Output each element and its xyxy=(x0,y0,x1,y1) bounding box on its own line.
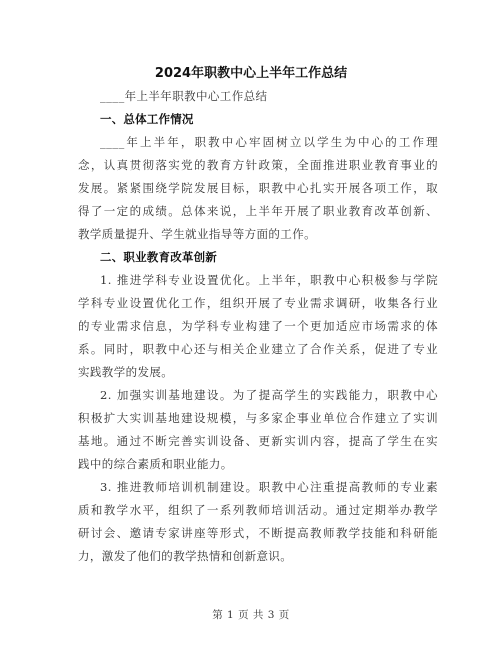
paragraph-line: 系。同时，职教中心还与相关企业建立了合作关系，促进了专业 xyxy=(78,342,438,356)
paragraph-line: 积极扩大实训基地建设规模，与多家企事业单位合作建立了实训 xyxy=(78,411,438,425)
paragraph-line: 的专业需求信息，为学科专业构建了一个更加适应市场需求的体 xyxy=(78,319,438,333)
document-title: 2024年职教中心上半年工作总结 xyxy=(154,66,348,81)
paragraph-line: 学科专业设置优化工作，组织开展了专业需求调研，收集各行业 xyxy=(78,296,438,310)
document-subtitle: ____年上半年职教中心工作总结 xyxy=(100,89,268,103)
paragraph-line: 3. 推进教师培训机制建设。职教中心注重提高教师的专业素 xyxy=(100,480,438,494)
paragraph-line: 质和教学水平，组织了一系列教师培训活动。通过定期举办教学 xyxy=(78,503,438,517)
page-footer: 第 1 页 共 3 页 xyxy=(212,609,290,621)
paragraph-line: 实践教学的发展。 xyxy=(78,365,174,379)
paragraph-line: ____年上半年，职教中心牢固树立以学生为中心的工作理 xyxy=(100,135,438,149)
paragraph-line: 力，激发了他们的教学热情和创新意识。 xyxy=(78,549,293,563)
paragraph-line: 2. 加强实训基地建设。为了提高学生的实践能力，职教中心 xyxy=(100,388,438,402)
paragraph-line: 研讨会、邀请专家讲座等形式，不断提高教师教学技能和科研能 xyxy=(78,526,438,540)
paragraph-line: 践中的综合素质和职业能力。 xyxy=(78,457,233,471)
paragraph-line: 发展。紧紧围绕学院发展目标，职教中心扎实开展各项工作，取 xyxy=(78,181,438,195)
paragraph-line: 得了一定的成绩。总体来说，上半年开展了职业教育改革创新、 xyxy=(78,204,438,218)
section-heading: 一、总体工作情况 xyxy=(100,112,194,126)
paragraph-line: 1. 推进学科专业设置优化。上半年，职教中心积极参与学院 xyxy=(100,273,438,287)
section-heading: 二、职业教育改革创新 xyxy=(100,250,217,264)
paragraph-line: 念，认真贯彻落实党的教育方针政策，全面推进职业教育事业的 xyxy=(78,158,438,172)
paragraph-line: 基地。通过不断完善实训设备、更新实训内容，提高了学生在实 xyxy=(78,434,438,448)
paragraph-line: 教学质量提升、学生就业指导等方面的工作。 xyxy=(78,227,316,241)
